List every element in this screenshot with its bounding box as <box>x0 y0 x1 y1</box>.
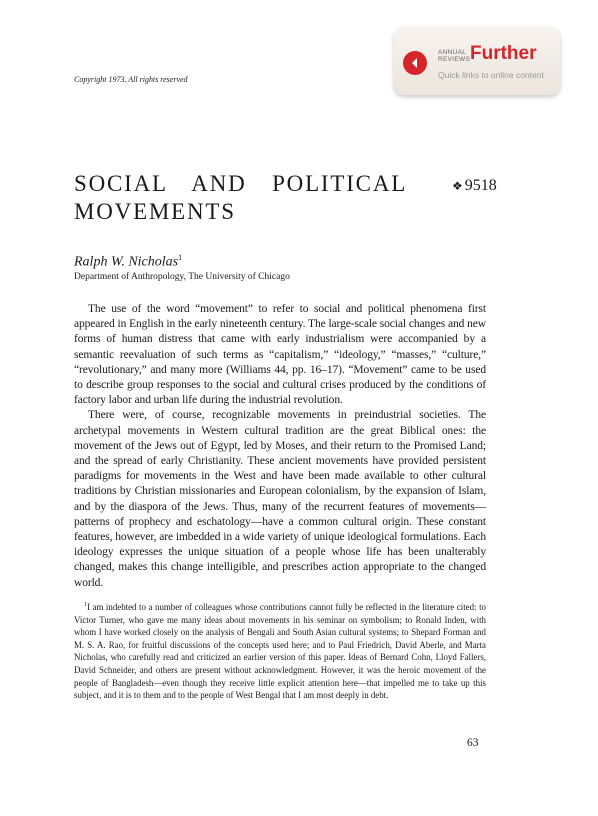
left-arrow-icon <box>403 51 427 75</box>
copyright-notice: Copyright 1973. All rights reserved <box>74 75 188 84</box>
author-footnote-mark: 1 <box>178 253 183 262</box>
footnote-mark: 1 <box>84 602 87 608</box>
body-paragraph: The use of the word “movement” to refer to social and political phenomena first appeared in English in the early nineteenth century. The large-scale social changes and new forms of human distress that came with early industrialism were accompanied by a semantic reevaluation of such terms as “capitalism,” “ideology,” “masses,” “culture,” “revolutionary,” and many more (Williams 44, pp. 16–17). “Movement” came to be used to describe group responses to the social and cultural crises produced by the conditions of factory labor and urban life during the industrial revolution. <box>74 303 486 407</box>
footnote-paragraph <box>74 599 486 702</box>
article-code-number: 9518 <box>464 177 497 194</box>
further-tagline: Quick links to online content <box>438 70 544 80</box>
body-paragraph: There were, of course, recognizable movements in preindustrial societies. The archetypal movements in Western cultural tradition are the great Biblical ones: the movement of the Jews out of Egypt, led by Moses, and their return to the Promised Land; and the spread of early Christianity. These ancient movements have provided persistent paradigms for movements in the West and have been made available to other cultural traditions by Christian missionaries and European colonialism, by the expansion of Islam, and by the diaspora of the Jews. Thus, many of the recurrent features of movements—patterns of prophecy and eschatology—have a common cultural origin. These constant features, however, are imbedded in a wide variety of unique ideological formulations. Each ideology expresses the unique situation of a people whose life has been unalterably changed, makes this change intelligible, and prescribes action appropriate to the changed world. <box>74 409 486 589</box>
title-line-1: SOCIAL AND POLITICAL <box>74 171 408 196</box>
author-affiliation: Department of Anthropology, The University of Chicago <box>74 272 290 282</box>
further-wordmark: Further <box>470 43 537 64</box>
footnote-text: I am indebted to a number of colleagues whose contributions cannot fully be reflected in the literature cited: to Victor Turner, who gave me many ideas about movements in his seminar on symbolism; to Ronald Inden, with whom I have worked closely on the analysis of Bengali and South Asian cultural systems; to Shepard Forman and M. S. A. Rao, for fruitful discussions of the concepts used here; and to Paul Friedrich, David Aberle, and Marta Nicholas, who carefully read and criticized an earlier version of this paper. Ideas of Bernard Cohn, Lloyd Fallers, David Schneider, and others are present without acknowledgment. However, it was the heroic movement of the people of Bangladesh—even though they receive little explicit attention here—that impelled me to take up this subject, and it is to them and to the people of West Bengal that I am most deeply in debt. <box>74 601 486 701</box>
page-number: 63 <box>467 737 479 749</box>
diamond-icon: ❖ <box>452 179 463 193</box>
author-name-text: Ralph W. Nicholas <box>74 254 179 270</box>
author-name <box>74 253 182 271</box>
article-code <box>452 177 497 195</box>
reviews-label: REVIEWS <box>438 56 471 63</box>
footnote <box>74 599 486 702</box>
article-title <box>74 170 407 226</box>
article-body <box>74 302 486 591</box>
further-badge[interactable] <box>394 27 560 95</box>
annual-label: ANNUAL <box>438 49 467 56</box>
title-line-2: MOVEMENTS <box>74 199 236 224</box>
